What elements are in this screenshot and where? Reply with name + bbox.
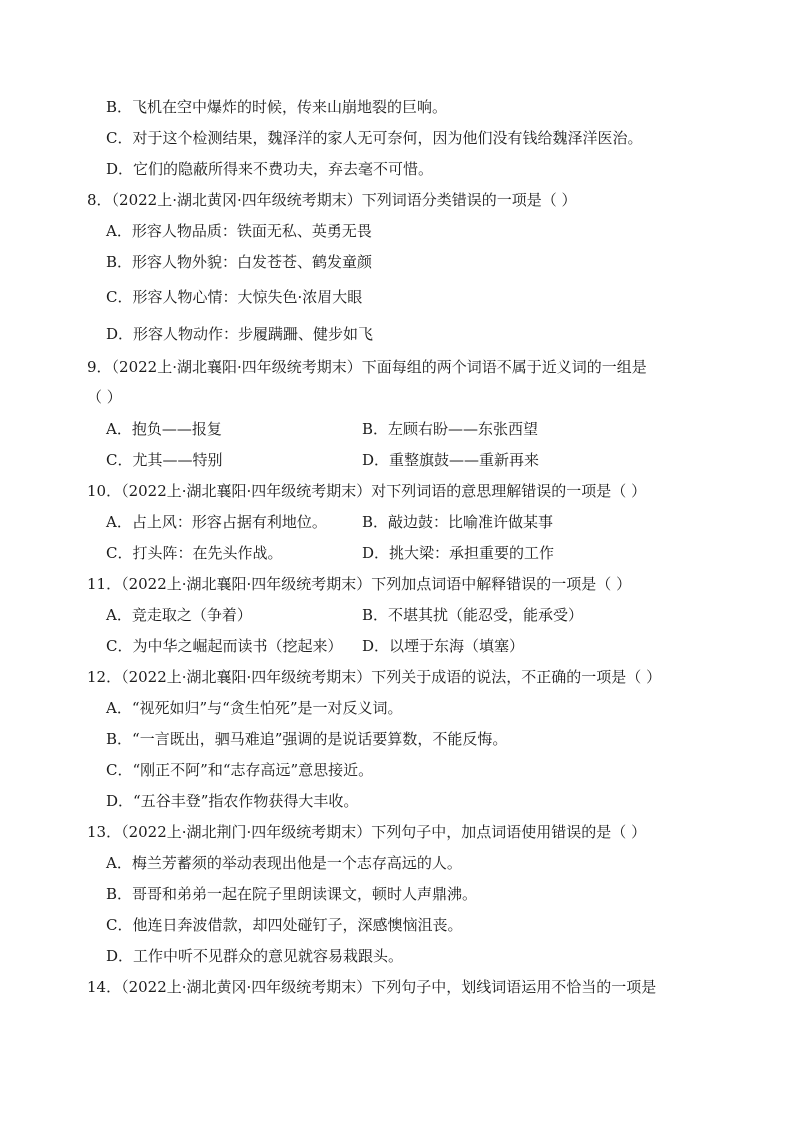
q8-option-d: D．形容人物动作：步履蹒跚、健步如飞 [106, 325, 374, 343]
q11-option-d: D．以堙于东海（填塞） [362, 637, 525, 655]
q9-stem: 9．（2022上·湖北襄阳·四年级统考期末）下面每组的两个词语不属于近义词的一组是 [87, 358, 647, 376]
q12-stem: 12．（2022上·湖北襄阳·四年级统考期末）下列关于成语的说法，不正确的一项是（ ） [87, 668, 662, 686]
q10-stem: 10．（2022上·湖北襄阳·四年级统考期末）对下列词语的意思理解错误的一项是（ ） [87, 482, 647, 500]
q13-option-b: B．哥哥和弟弟一起在院子里朗读课文，顿时人声鼎沸。 [106, 885, 478, 903]
q8-stem: 8．（2022上·湖北黄冈·四年级统考期末）下列词语分类错误的一项是（ ） [87, 191, 577, 209]
q7-option-b: B．飞机在空中爆炸的时候，传来山崩地裂的巨响。 [106, 98, 448, 116]
q9-option-b: B．左顾右盼——东张西望 [362, 420, 539, 438]
q13-option-d: D．工作中听不见群众的意见就容易栽跟头。 [106, 947, 404, 965]
q9-option-c: C．尤其——特别 [106, 451, 223, 469]
q11-option-c: C．为中华之崛起而读书（挖起来） [106, 637, 343, 655]
q12-option-c: C．“刚正不阿”和“志存高远”意思接近。 [106, 761, 374, 779]
q7-option-d: D．它们的隐蔽所得来不费功夫，弃去毫不可惜。 [106, 160, 434, 178]
q12-option-a: A．“视死如归”与“贪生怕死”是一对反义词。 [106, 699, 403, 717]
q9-answer-paren: （ ） [87, 388, 122, 406]
q11-option-b: B．不堪其扰（能忍受，能承受） [362, 606, 584, 624]
q12-option-b: B．“一言既出，驷马难追”强调的是说话要算数，不能反悔。 [106, 730, 508, 748]
q11-stem: 11．（2022上·湖北襄阳·四年级统考期末）下列加点词语中解释错误的一项是（ ） [87, 575, 632, 593]
q9-option-d: D．重整旗鼓——重新再来 [362, 451, 540, 469]
q8-option-b: B．形容人物外貌：白发苍苍、鹤发童颜 [106, 253, 373, 271]
q13-stem: 13．（2022上·湖北荆门·四年级统考期末）下列句子中，加点词语使用错误的是（ ） [87, 823, 647, 841]
q10-option-d: D．挑大梁：承担重要的工作 [362, 544, 555, 562]
q11-option-a: A．竞走取之（争着） [106, 606, 252, 624]
q13-option-c: C．他连日奔波借款，却四处碰钉子，深感懊恼沮丧。 [106, 916, 463, 934]
q13-option-a: A．梅兰芳蓄须的举动表现出他是一个志存高远的人。 [106, 854, 462, 872]
q14-stem: 14．（2022上·湖北黄冈·四年级统考期末）下列句子中，划线词语运用不恰当的一项是 [87, 978, 657, 996]
q7-option-c: C．对于这个检测结果，魏泽洋的家人无可奈何，因为他们没有钱给魏泽洋医治。 [106, 129, 643, 147]
q10-option-b: B．敲边鼓：比喻准许做某事 [362, 513, 554, 531]
q12-option-d: D．“五谷丰登”指农作物获得大丰收。 [106, 792, 359, 810]
q8-option-a: A．形容人物品质：铁面无私、英勇无畏 [106, 222, 372, 240]
q9-option-a: A．抱负——报复 [106, 420, 222, 438]
q10-option-a: A．占上风：形容占据有利地位。 [106, 513, 327, 531]
q10-option-c: C．打头阵：在先头作战。 [106, 544, 283, 562]
q8-option-c: C．形容人物心情：大惊失色·浓眉大眼 [106, 288, 363, 306]
